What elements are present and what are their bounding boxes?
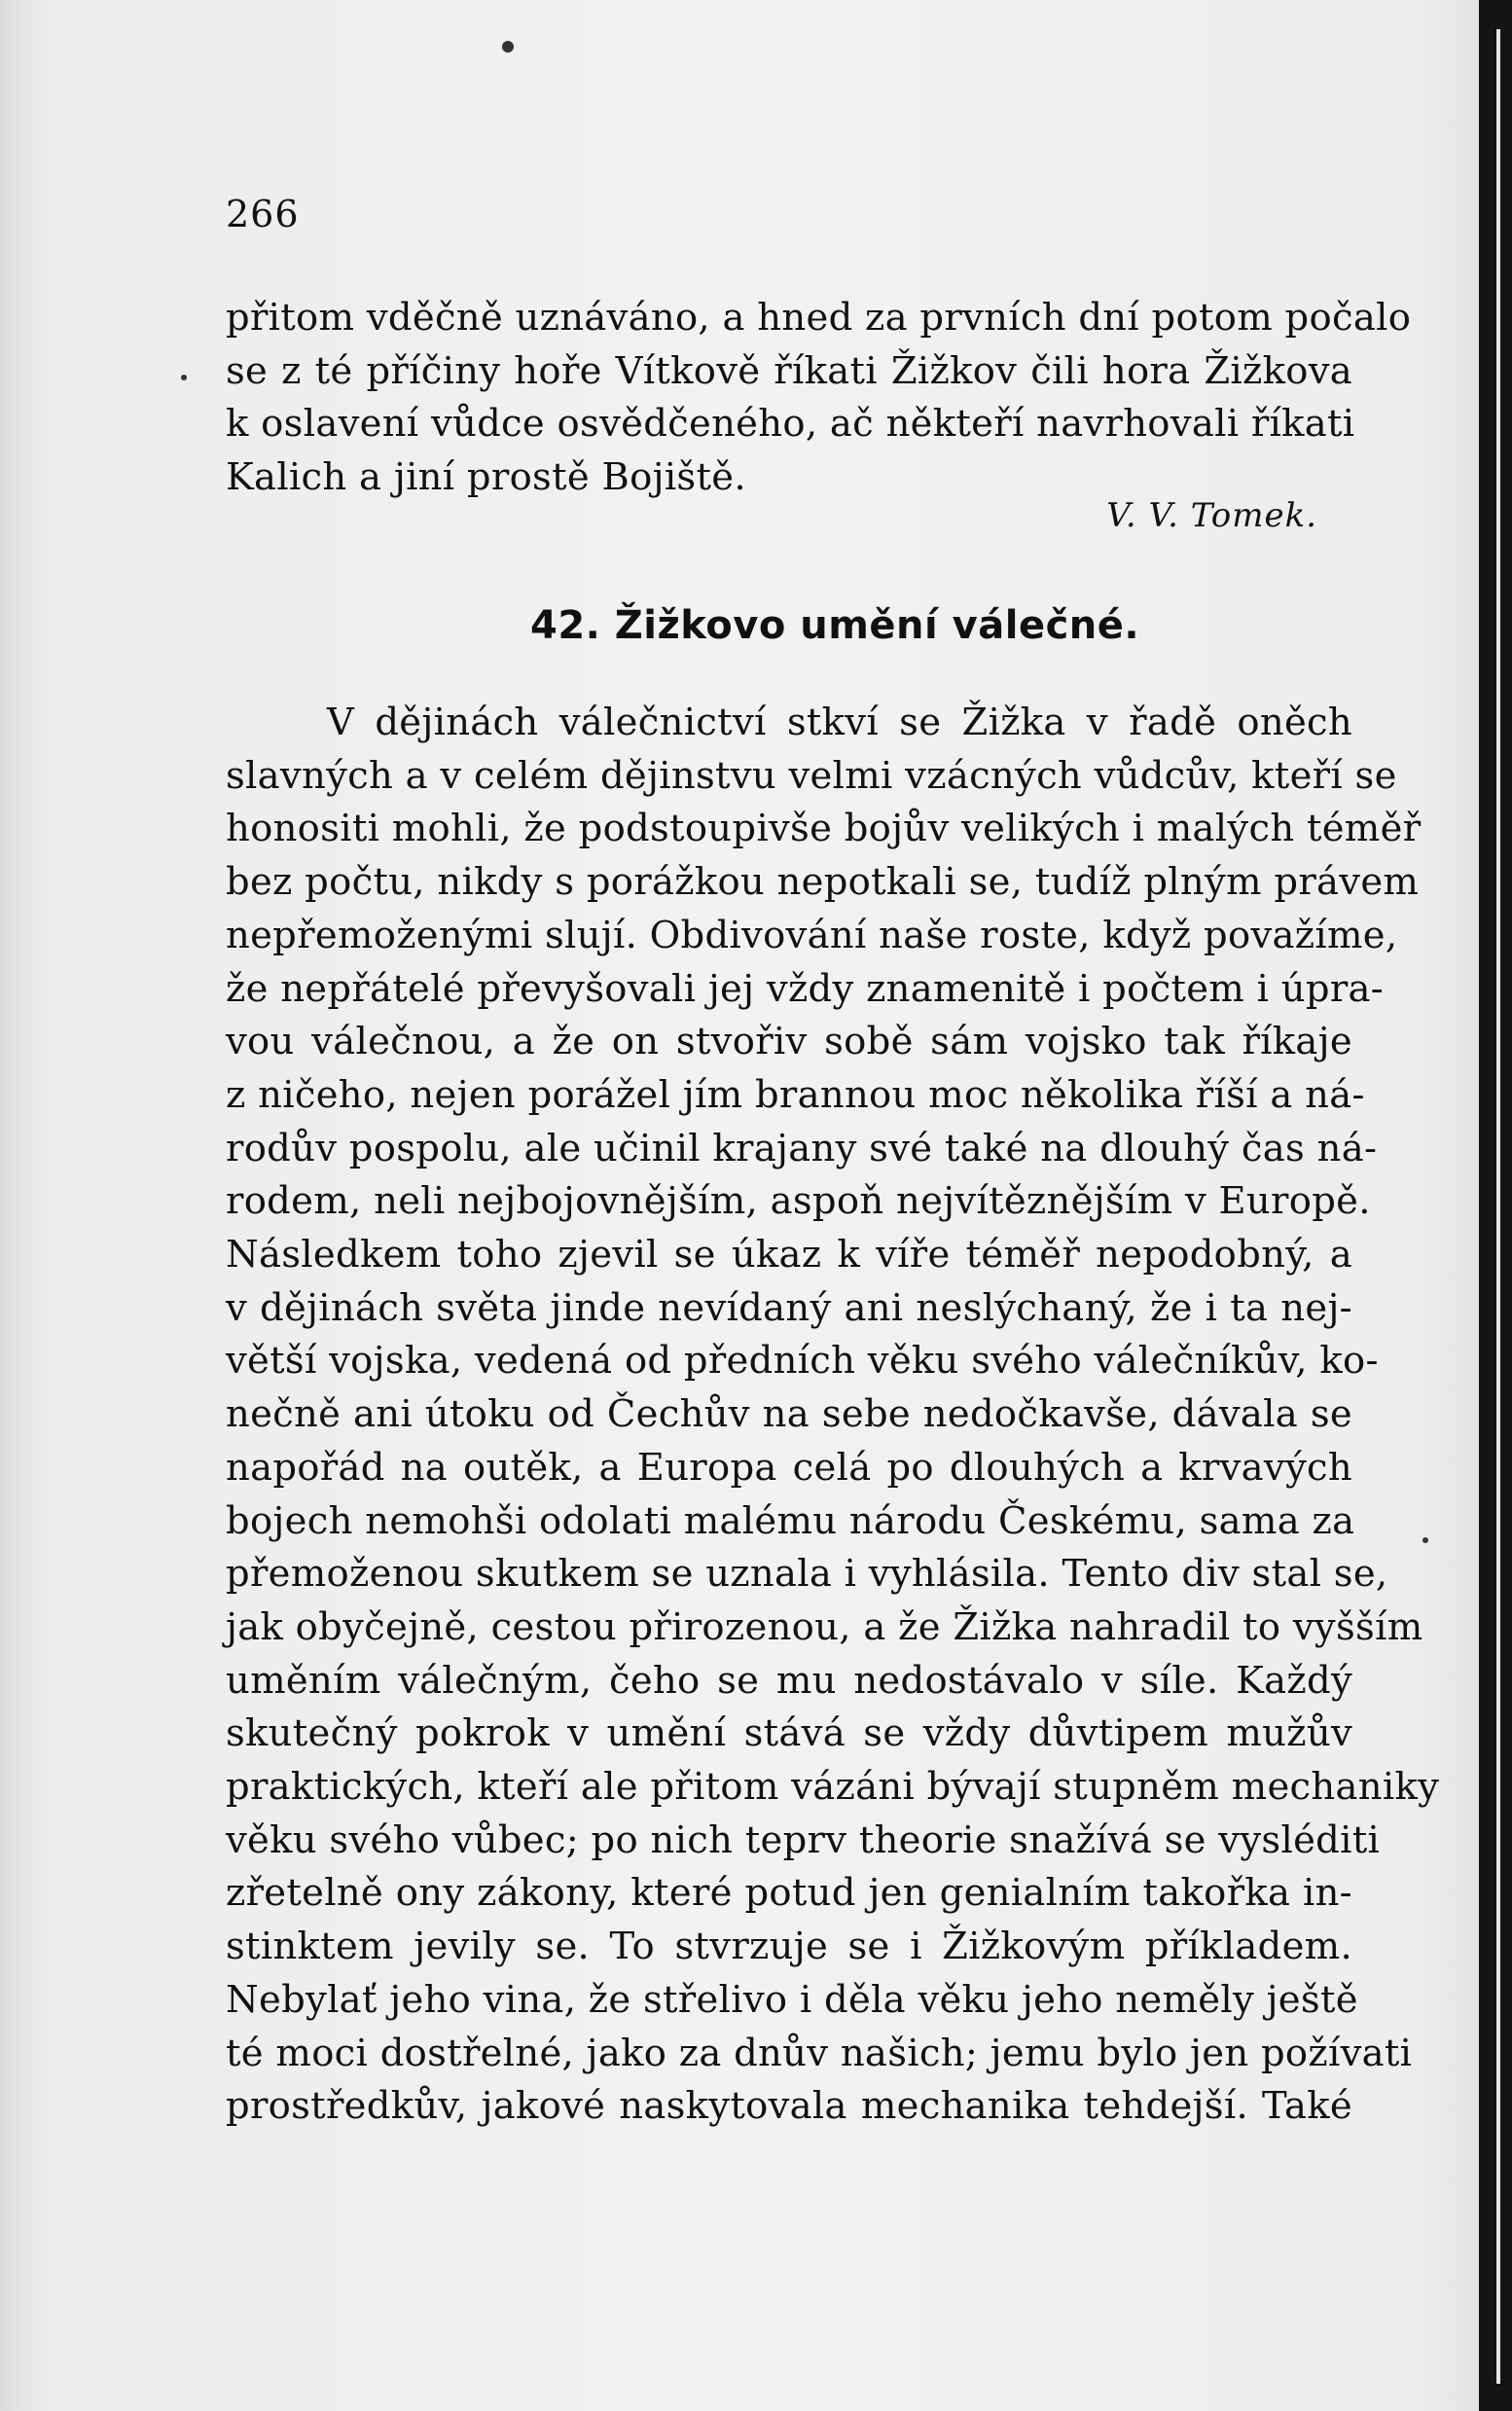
text-line: z ničeho, nejen porážel jím brannou moc několika říší a ná- <box>226 1072 1365 1117</box>
page-number: 266 <box>226 193 300 235</box>
text-line: věku svého vůbec; po nich teprv theorie snažívá se vysléditi <box>226 1817 1381 1862</box>
ink-speck <box>181 375 187 380</box>
section-heading: 42. Žižkovo umění válečné. <box>530 603 1140 648</box>
page-edge-shadow <box>1479 0 1512 2411</box>
text-line: přitom vděčně uznáváno, a hned za prvních dní potom počalo <box>226 296 1412 340</box>
text-line: uměním válečným, čeho se mu nedostávalo v síle. Každý <box>226 1658 1352 1703</box>
text-line: větší vojska, vedená od předních věku svého válečníkův, ko- <box>226 1339 1379 1384</box>
text-line: praktických, kteří ale přitom vázáni bývají stupněm mechaniky <box>226 1765 1440 1810</box>
text-line: nečně ani útoku od Čechův na sebe nedočkavše, dávala se <box>226 1392 1352 1437</box>
text-line: Nebylať jeho vina, že střelivo i děla věku jeho neměly ještě <box>226 1977 1358 2022</box>
text-line: napořád na outěk, a Europa celá po dlouhých a krvavých <box>226 1445 1352 1490</box>
text-line: jak obyčejně, cestou přirozenou, a že Žižka nahradil to vyšším <box>226 1604 1423 1649</box>
text-line: se z té příčiny hoře Vítkově říkati Žižkov čili hora Žižkova <box>226 348 1352 393</box>
page-edge-line <box>1496 29 1500 2384</box>
text-line: rodem, neli nejbojovnějším, aspoň nejvítěznějším v Europě. <box>226 1179 1371 1224</box>
text-line: honositi mohli, že podstoupivše bojův velikých i malých téměř <box>226 807 1422 851</box>
text-line: skutečný pokrok v umění stává se vždy důvtipem mužův <box>226 1711 1352 1756</box>
text-line: přemoženou skutkem se uznala i vyhlásila. Tento div stal se, <box>226 1552 1388 1597</box>
text-line: té moci dostřelné, jako za dnův našich; jemu bylo jen požívati <box>226 2031 1413 2075</box>
text-line: prostředkův, jakové naskytovala mechanika tehdejší. Také <box>226 2084 1352 2129</box>
text-line: v dějinách světa jinde nevídaný ani neslýchaný, že i ta nej- <box>226 1285 1352 1330</box>
text-line: slavných a v celém dějinstvu velmi vzácných vůdcův, kteří se <box>226 753 1397 798</box>
intro-paragraph <box>226 292 1412 505</box>
text-line: V dějinách válečnictví stkví se Žižka v řadě oněch <box>327 701 1352 744</box>
text-line: Následkem toho zjevil se úkaz k víře téměř nepodobný, a <box>226 1233 1352 1277</box>
text-line: rodův pospolu, ale učinil krajany své také na dlouhý čas ná- <box>226 1126 1378 1170</box>
text-line: vou válečnou, a že on stvořiv sobě sám vojsko tak říkaje <box>226 1020 1352 1064</box>
ink-speck <box>1422 1537 1428 1543</box>
text-line: Kalich a jiní prostě Bojiště. <box>226 455 746 500</box>
text-line: bez počtu, nikdy s porážkou nepotkali se, tudíž plným právem <box>226 860 1420 905</box>
body-paragraph <box>226 697 1440 2134</box>
text-line: zřetelně ony zákony, které potud jen genialním takořka in- <box>226 1871 1352 1916</box>
text-line: stinktem jevily se. To stvrzuje se i Žižkovým příkladem. <box>226 1925 1352 1969</box>
ink-speck <box>502 41 514 53</box>
text-line: nepřemoženými slují. Obdivování naše roste, když považíme, <box>226 913 1398 957</box>
author-signature: V. V. Tomek. <box>1106 496 1317 535</box>
text-line: bojech nemohši odolati malému národu Českému, sama za <box>226 1498 1355 1543</box>
text-line: k oslavení vůdce osvědčeného, ač někteří navrhovali říkati <box>226 402 1355 447</box>
text-line: že nepřátelé převyšovali jej vždy znamenitě i počtem i úpra- <box>226 966 1385 1011</box>
